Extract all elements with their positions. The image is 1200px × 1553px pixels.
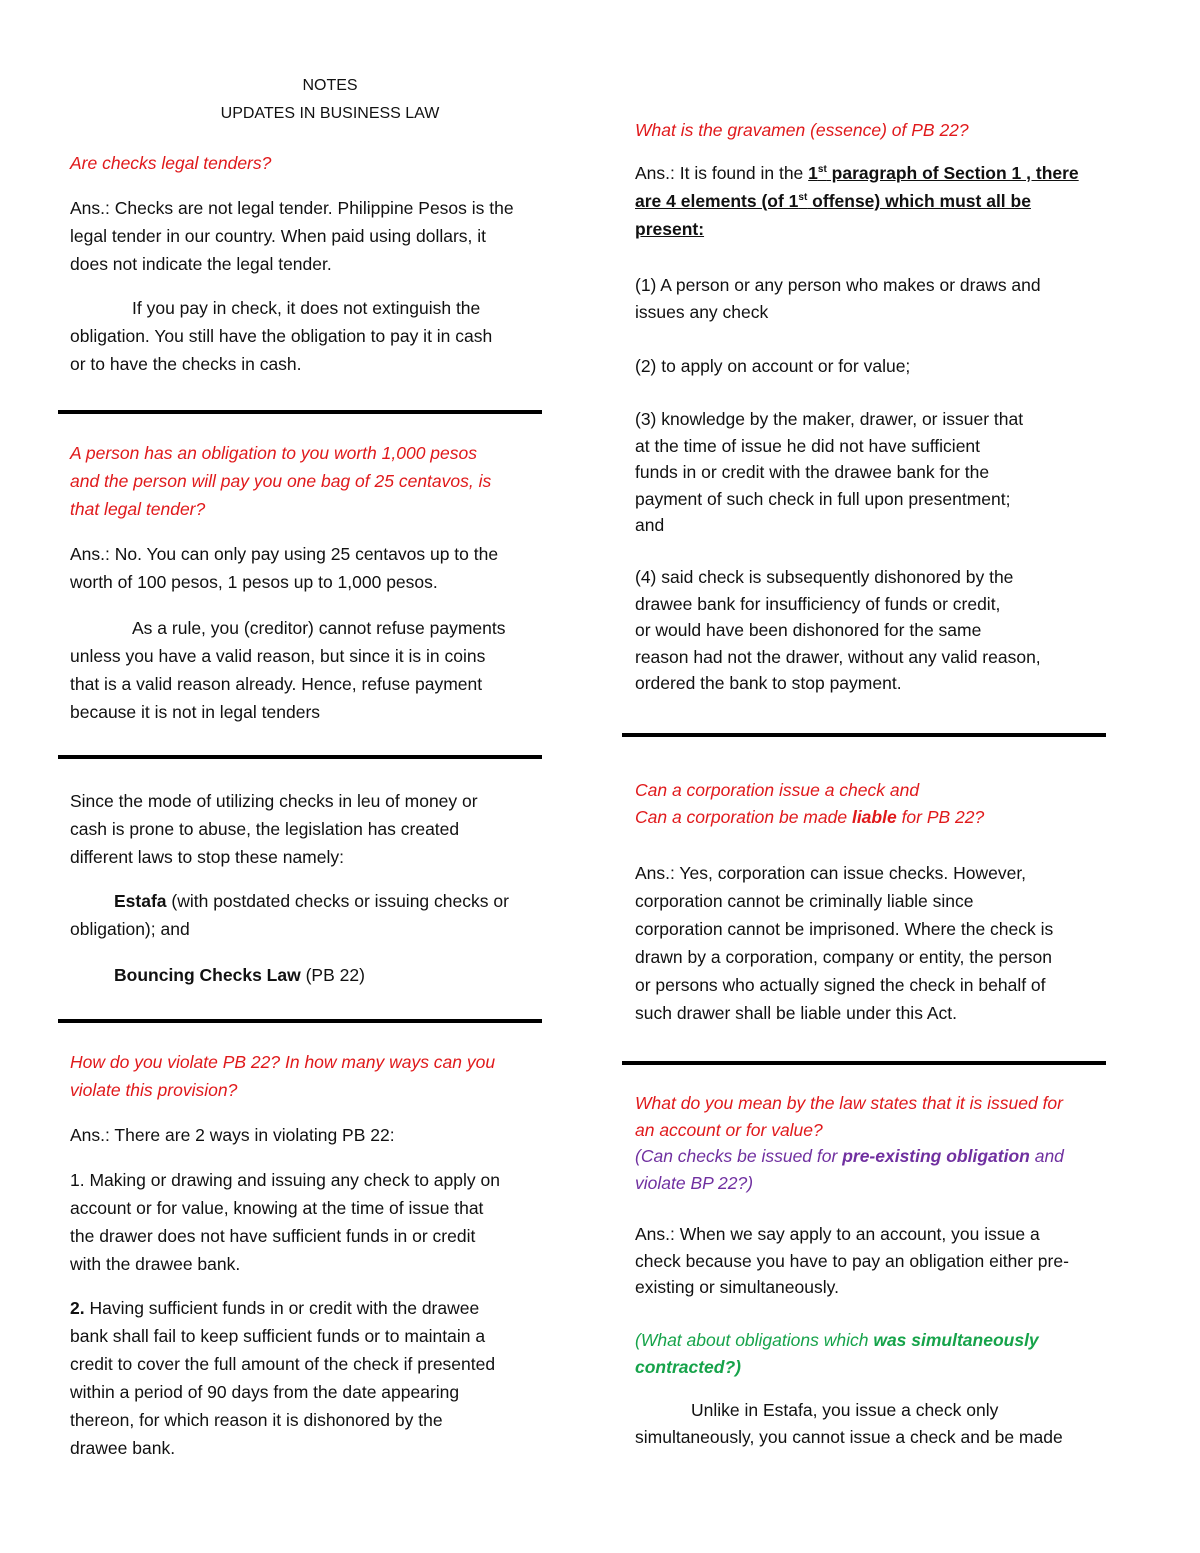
answer-gravamen: Ans.: It is found in the 1st paragraph of Section 1 , there are 4 elements (of 1st offense) which must all be present:	[635, 163, 1079, 239]
way-one: 1. Making or drawing and issuing any check to apply on account or for value, knowing at the time of issue that the drawer does not have sufficient funds in or credit with the drawee bank.	[70, 1170, 500, 1274]
answer-centavos: Ans.: No. You can only pay using 25 centavos up to the worth of 100 pesos, 1 pesos up to 1,000 pesos.	[70, 544, 499, 592]
law-estafa: Estafa (with postdated checks or issuing checks or obligation); and	[70, 891, 509, 939]
answer-violate-intro: Ans.: There are 2 ways in violating PB 22:	[70, 1125, 395, 1145]
element-three: (3) knowledge by the maker, drawer, or issuer that at the time of issue he did not have sufficient funds in or credit with the drawee bank for the payment of such check in full upon presentment; and	[635, 409, 1024, 535]
question-simultaneous: (What about obligations which was simultaneously contracted?)	[635, 1330, 1039, 1377]
element-two: (2) to apply on account or for value;	[635, 356, 911, 376]
answer-legal-tender-p2: If you pay in check, it does not extinguish the obligation. You still have the obligation to pay it in cash or to have the checks in cash.	[70, 298, 493, 374]
element-one: (1) A person or any person who makes or draws and issues any check	[635, 275, 1041, 322]
answer-centavos-p2: As a rule, you (creditor) cannot refuse payments unless you have a valid reason, but since it is in coins that is a valid reason already. Hence, refuse payment because it is not in legal tenders	[70, 618, 506, 722]
title-updates: UPDATES IN BUSINESS LAW	[220, 105, 440, 122]
paragraph-laws: Since the mode of utilizing checks in leu of money or cash is prone to abuse, the legislation has created different laws to stop these namely:	[70, 791, 478, 867]
way-two: 2. Having sufficient funds in or credit with the drawee bank shall fail to keep sufficient funds or to maintain a credit to cover the full amount of the check if presented within a period of 90 days from the date appearing thereon, for which reason it is dishonored by the drawee bank.	[70, 1298, 496, 1458]
divider	[58, 755, 542, 759]
answer-account-value: Ans.: When we say apply to an account, you issue a check because you have to pay an obligation either pre- existing or simultaneously.	[635, 1224, 1069, 1297]
law-bouncing-checks: Bouncing Checks Law (PB 22)	[114, 965, 365, 985]
question-centavos: A person has an obligation to you worth 1,000 pesos and the person will pay you one bag of 25 centavos, is that legal tender?	[70, 443, 492, 519]
title-notes: NOTES	[302, 77, 358, 94]
question-legal-tender: Are checks legal tenders?	[70, 153, 272, 173]
page-title	[70, 72, 590, 128]
answer-corporation: Ans.: Yes, corporation can issue checks. However, corporation cannot be criminally liable since corporation cannot be imprisoned. Where the check is drawn by a corporation, company or entity, the person or persons who actually signed the check in behalf of such drawer shall be liable under this Act.	[635, 863, 1054, 1023]
question-violate: How do you violate PB 22? In how many ways can you violate this provision?	[70, 1052, 496, 1100]
divider	[622, 733, 1106, 737]
answer-legal-tender: Ans.: Checks are not legal tender. Philippine Pesos is the legal tender in our country. When paid using dollars, it does not indicate the legal tender.	[70, 198, 514, 274]
question-corporation: Can a corporation issue a check and Can a corporation be made liable for PB 22?	[635, 780, 985, 827]
answer-simultaneous: Unlike in Estafa, you issue a check only simultaneously, you cannot issue a check and be made	[635, 1400, 1063, 1447]
element-four: (4) said check is subsequently dishonored by the drawee bank for insufficiency of funds or credit, or would have been dishonored for the same reason had not the drawer, without any valid reason, ordered the bank to stop payment.	[635, 567, 1041, 693]
divider	[58, 1019, 542, 1023]
divider	[58, 410, 542, 414]
question-account-value: What do you mean by the law states that it is issued for an account or for value? (Can checks be issued for pre-existing obligation and violate BP 22?)	[635, 1093, 1064, 1193]
question-gravamen: What is the gravamen (essence) of PB 22?	[635, 120, 969, 140]
divider	[622, 1061, 1106, 1065]
